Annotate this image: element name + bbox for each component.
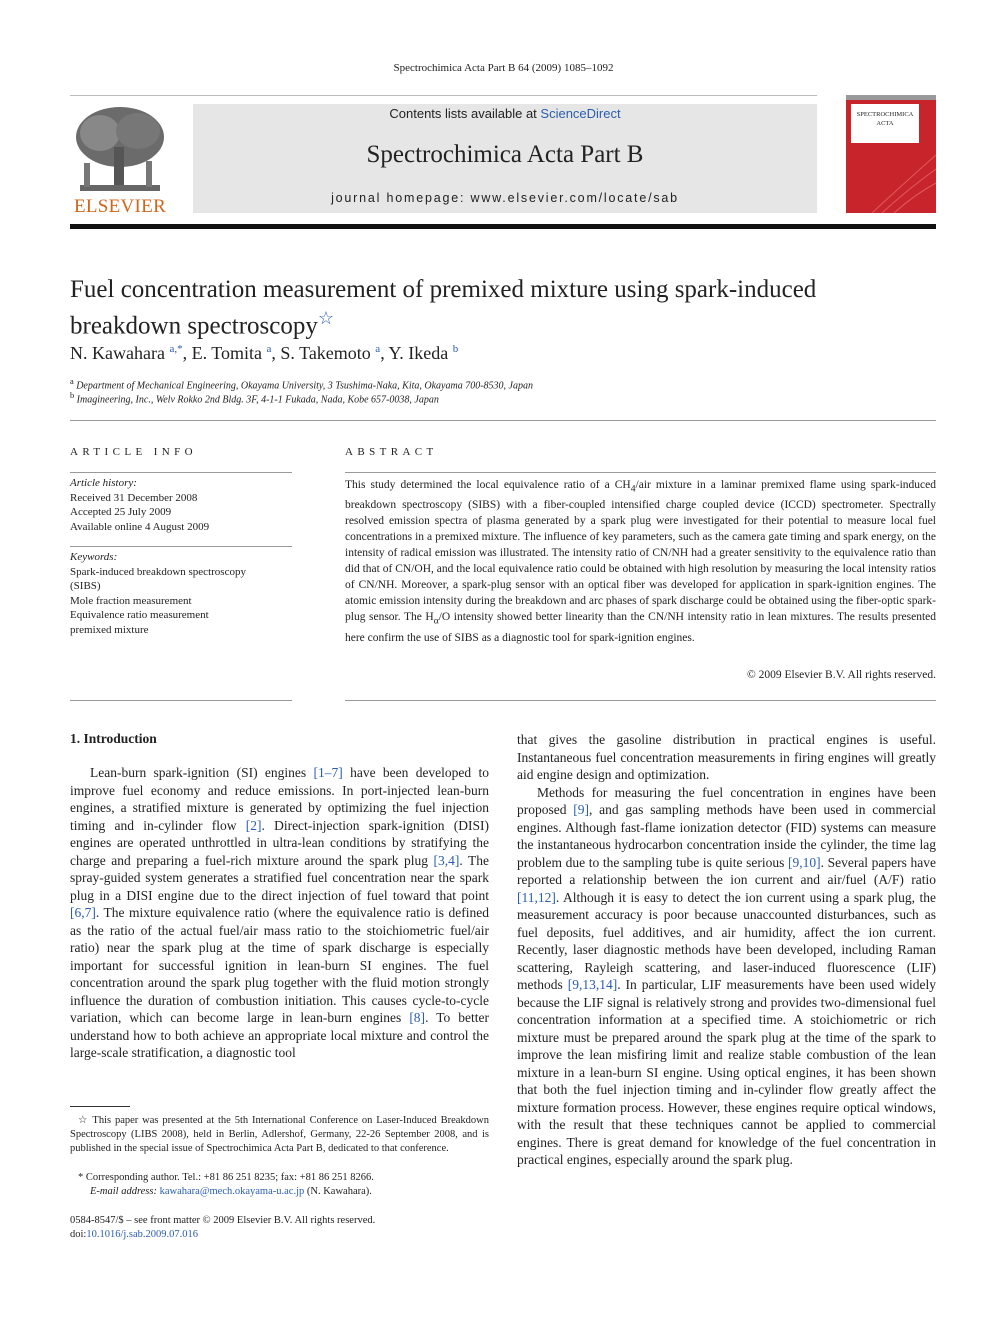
- title-line1: Fuel concentration measurement of premixed mixture using spark-induced: [70, 276, 817, 303]
- footnote-corresponding: [70, 1171, 489, 1185]
- abstract-part: /air mixture in a laminar premixed flame using spark-induced breakdown spectroscopy (SIBS) with a fiber-coupled intensified charge coupled device (ICCD) spectrometer. Spectrally resolved emission spectra of plasma generated by a spark plug were investigated for their potential to measure local fuel concentrations in a premixed mixture. The influence of key parameters, such as the camera gate timing and spark energy, on the intensity of radical emission was illustrated. The intensity ratio of CN/NH had a greater sensitivity to the equivalence ratio than did that of CN/OH, and the local equivalence ratio could be obtained with high resolution by measuring the local intensity ratios of CN/NH. Moreover, a spark-plug sensor with an optical fiber was developed for application in spark-ignition engines. The atomic emission intensity during the breakdown and arc phases of spark discharge could be obtained using the fiber-optic spark-plug sensor. The H: [345, 479, 936, 624]
- paragraph: that gives the gasoline distribution in practical engines is useful. Instantaneous fuel concentration measurements in firing engines will greatly aid engine design and optimization.: [517, 732, 936, 782]
- keyword: Spark-induced breakdown spectroscopy: [70, 565, 246, 578]
- abstract-text: [345, 477, 936, 646]
- divider: [345, 472, 936, 473]
- homepage-prefix: journal homepage:: [331, 191, 471, 205]
- citation-link[interactable]: [11,12]: [517, 889, 556, 905]
- email-label: E-mail address:: [90, 1186, 160, 1197]
- keywords-label: Keywords:: [70, 551, 118, 563]
- history-received: Received 31 December 2008: [70, 491, 198, 504]
- text-run: Lean-burn spark-ignition (SI) engines: [90, 765, 314, 780]
- cover-pattern-icon: [872, 145, 936, 213]
- text-run: . Several papers have reported a relationship between the ion current and air/fuel (A/F) ratio: [517, 854, 936, 887]
- article-history: [70, 476, 292, 534]
- author-list: N. Kawahara $^{a,*}$, E. Tomita $^a$, S. Takemoto $^a$, Y. Ikeda $^b$: [70, 343, 459, 363]
- abstract-heading: ABSTRACT: [345, 446, 438, 458]
- doi-link[interactable]: 10.1016/j.sab.2009.07.016: [86, 1229, 199, 1240]
- text-run: have been developed to improve fuel economy and reduce emissions. In port-injected lean-burn engines, a stratified mixture is generated by optimizing the fuel injection timing and in-cylinder flow: [70, 765, 489, 833]
- author-name: S. Takemoto: [280, 343, 371, 363]
- paragraph: [517, 784, 936, 1169]
- text-run: . The spray-guided system generates a stratified fuel concentration near the spark plug in a DISI engine due to the direct injection of fuel toward that point: [70, 852, 489, 903]
- footnote-star: [70, 1114, 489, 1156]
- abstract-copyright: © 2009 Elsevier B.V. All rights reserved.: [747, 669, 936, 681]
- keyword: (SIBS): [70, 580, 101, 592]
- author-name: Y. Ikeda: [388, 343, 449, 363]
- keyword: Mole fraction measurement: [70, 594, 192, 607]
- text-run: . Although it is easy to detect the ion current using a spark plug, the measurement accuracy is poor because unaccounted disturbances, such as fuel deposits, fuel additives, and air humidity, affect the ion current. Recently, laser diagnostic methods have been developed, including Raman scattering, Rayleigh scattering, and laser-induced fluorescence (LIF) methods: [517, 889, 936, 992]
- affiliation-mark: b: [70, 391, 75, 400]
- abstract-subscript: 4: [630, 483, 636, 495]
- sciencedirect-link[interactable]: ScienceDirect: [540, 106, 621, 121]
- journal-reference: Spectrochimica Acta Part B 64 (2009) 1085–1092: [393, 62, 614, 74]
- footnote-rule: [70, 1106, 130, 1107]
- citation-link[interactable]: [9]: [573, 802, 590, 817]
- citation-link[interactable]: [9,13,14]: [567, 977, 618, 992]
- paragraph: [70, 764, 489, 1062]
- intro-left-column: [70, 764, 489, 1062]
- citation-link[interactable]: [6,7]: [70, 905, 96, 920]
- text-run: . In particular, LIF measurements have been used widely because the LIF signal is relatively strong and provides two-dimensional fuel concentration information at a specified time. A stoichiometric or rich mixture must be prepared around the spark plug at the time of the spark to improve the lean misfiring limit and realize stable combustion of the lean mixture in a lean-burn SI engine. Using optical engines, it has been shown that both the fuel injection timing and in-cylinder flow greatly affect the mixture formation process. However, these engines require optical windows, with the result that these techniques cannot be applied to commercial engines. There is great demand for knowledge of the fuel concentration in practical engines, especially around the spark plug.: [517, 977, 937, 1167]
- keyword: Equivalence ratio measurement: [70, 609, 209, 621]
- history-accepted: Accepted 25 July 2009: [70, 506, 172, 518]
- journal-name: Spectrochimica Acta Part B: [366, 141, 644, 168]
- author-name: N. Kawahara: [70, 343, 165, 363]
- tree-logo-icon: [70, 103, 170, 195]
- doi-line: [70, 1228, 198, 1242]
- text-run: . Direct-injection spark-ignition (DISI) engines are operated unthrottled in ultra-lean conditions by stratifying the charge and preparing a fuel-rich mixture around the spark plug: [70, 817, 490, 868]
- publisher-logo-text: ELSEVIER: [73, 196, 167, 217]
- affiliation: [70, 391, 439, 405]
- journal-cover-top: [846, 95, 936, 100]
- footnote-email: [90, 1185, 489, 1199]
- homepage-link[interactable]: www.elsevier.com/locate/sab: [470, 191, 679, 205]
- author-affil-mark[interactable]: a: [375, 343, 381, 355]
- footnote-corr-mark: *: [78, 1172, 84, 1183]
- author-affil-mark[interactable]: b: [452, 343, 459, 355]
- divider: [70, 420, 936, 421]
- text-run: . To better understand how to both achieve an appropriate local mixture and control the large-scale stratification, a diagnostic tool: [70, 1010, 489, 1060]
- contents-prefix: Contents lists available at: [389, 106, 541, 121]
- affiliation-mark: a: [70, 377, 74, 386]
- keywords: [70, 550, 292, 637]
- history-online: Available online 4 August 2009: [70, 520, 210, 533]
- footnote-star-mark: ☆: [78, 1115, 89, 1126]
- affiliation: [70, 377, 533, 391]
- cover-line2: ACTA: [876, 120, 894, 127]
- title-line2: breakdown spectroscopy: [70, 312, 318, 340]
- citation-link[interactable]: [3,4]: [433, 852, 460, 868]
- text-run: . The mixture equivalence ratio (where the equivalence ratio is defined as the ratio of the actual fuel/air mass ratio to the stoichiometric fuel/air ratio) near the spark plug at the time of spark discharge is especially important for successful ignition in lean-burn SI engines. The fuel concentration around the spark plug together with the fluid motion strongly influence the duration of combustion initiation. This causes cycle-to-cycle variation, which can become large in lean-burn engines: [70, 905, 489, 1025]
- contents-line: [193, 106, 817, 121]
- abstract-part: /O intensity showed better linearity than the CN/NH intensity ratio in lean mixtures. The results presented here confirm the use of SIBS as a diagnostic tool for spark-ignition engines.: [345, 611, 937, 644]
- citation-link[interactable]: [9,10]: [787, 854, 821, 870]
- divider: [70, 700, 292, 701]
- cover-line1: SPECTROCHIMICA: [856, 111, 914, 118]
- intro-right-column: [517, 731, 936, 1169]
- title-footnote-mark[interactable]: ☆: [317, 308, 334, 328]
- author-affil-mark[interactable]: a: [266, 343, 272, 355]
- header-thick-rule: [70, 224, 936, 229]
- history-label: Article history:: [70, 477, 137, 489]
- author-affil-mark[interactable]: a,*: [169, 343, 183, 355]
- email-suffix: (N. Kawahara).: [304, 1186, 372, 1197]
- citation-link[interactable]: [8]: [409, 1010, 426, 1025]
- divider: [70, 472, 292, 473]
- footnote-star-text: This paper was presented at the 5th International Conference on Laser-Induced Breakdown Spectroscopy (LIBS 2008), held in Berlin, Adlershof, Germany, 22-26 September 2008, and is published in the special issue of Spectrochimica Acta Part B, dedicated to that conference.: [70, 1115, 489, 1154]
- journal-cover-label: [851, 104, 919, 143]
- section-heading: 1. Introduction: [70, 731, 157, 746]
- text-run: Methods for measuring the fuel concentration in engines have been proposed: [517, 784, 936, 817]
- email-link[interactable]: kawahara@mech.okayama-u.ac.jp: [159, 1186, 305, 1197]
- abstract-part: This study determined the local equivalence ratio of a CH: [345, 479, 631, 491]
- divider: [345, 700, 936, 701]
- text-run: , and gas sampling methods have been used in commercial engines. Although fast-flame ionization detector (FID) systems can measure the instantaneous hydrocarbon concentration inside the cylinder, the time lag problem due to the sampling tube is quite serious: [517, 802, 936, 870]
- issn-line: 0584-8547/$ – see front matter © 2009 Elsevier B.V. All rights reserved.: [70, 1215, 376, 1226]
- header-rule: [70, 95, 817, 96]
- abstract-subscript: α: [433, 615, 439, 627]
- doi-label: doi:: [70, 1229, 87, 1240]
- article-info-heading: ARTICLE INFO: [70, 446, 197, 458]
- keyword: premixed mixture: [70, 623, 149, 636]
- article-title: [70, 275, 936, 340]
- journal-homepage: [193, 191, 817, 205]
- affiliation-text: Imagineering, Inc., Welv Rokko 2nd Bldg. 3F, 4-1-1 Fukada, Nada, Kobe 657-0038, Japan: [76, 394, 439, 406]
- footnote-corr-text: Corresponding author. Tel.: +81 86 251 8235; fax: +81 86 251 8266.: [85, 1172, 374, 1183]
- citation-link[interactable]: [1–7]: [313, 765, 343, 780]
- divider: [70, 546, 292, 547]
- citation-link[interactable]: [2]: [245, 817, 262, 833]
- affiliation-text: Department of Mechanical Engineering, Okayama University, 3 Tsushima-Naka, Kita, Okayama 700-8530, Japan: [76, 380, 533, 392]
- author-name: E. Tomita: [191, 343, 262, 363]
